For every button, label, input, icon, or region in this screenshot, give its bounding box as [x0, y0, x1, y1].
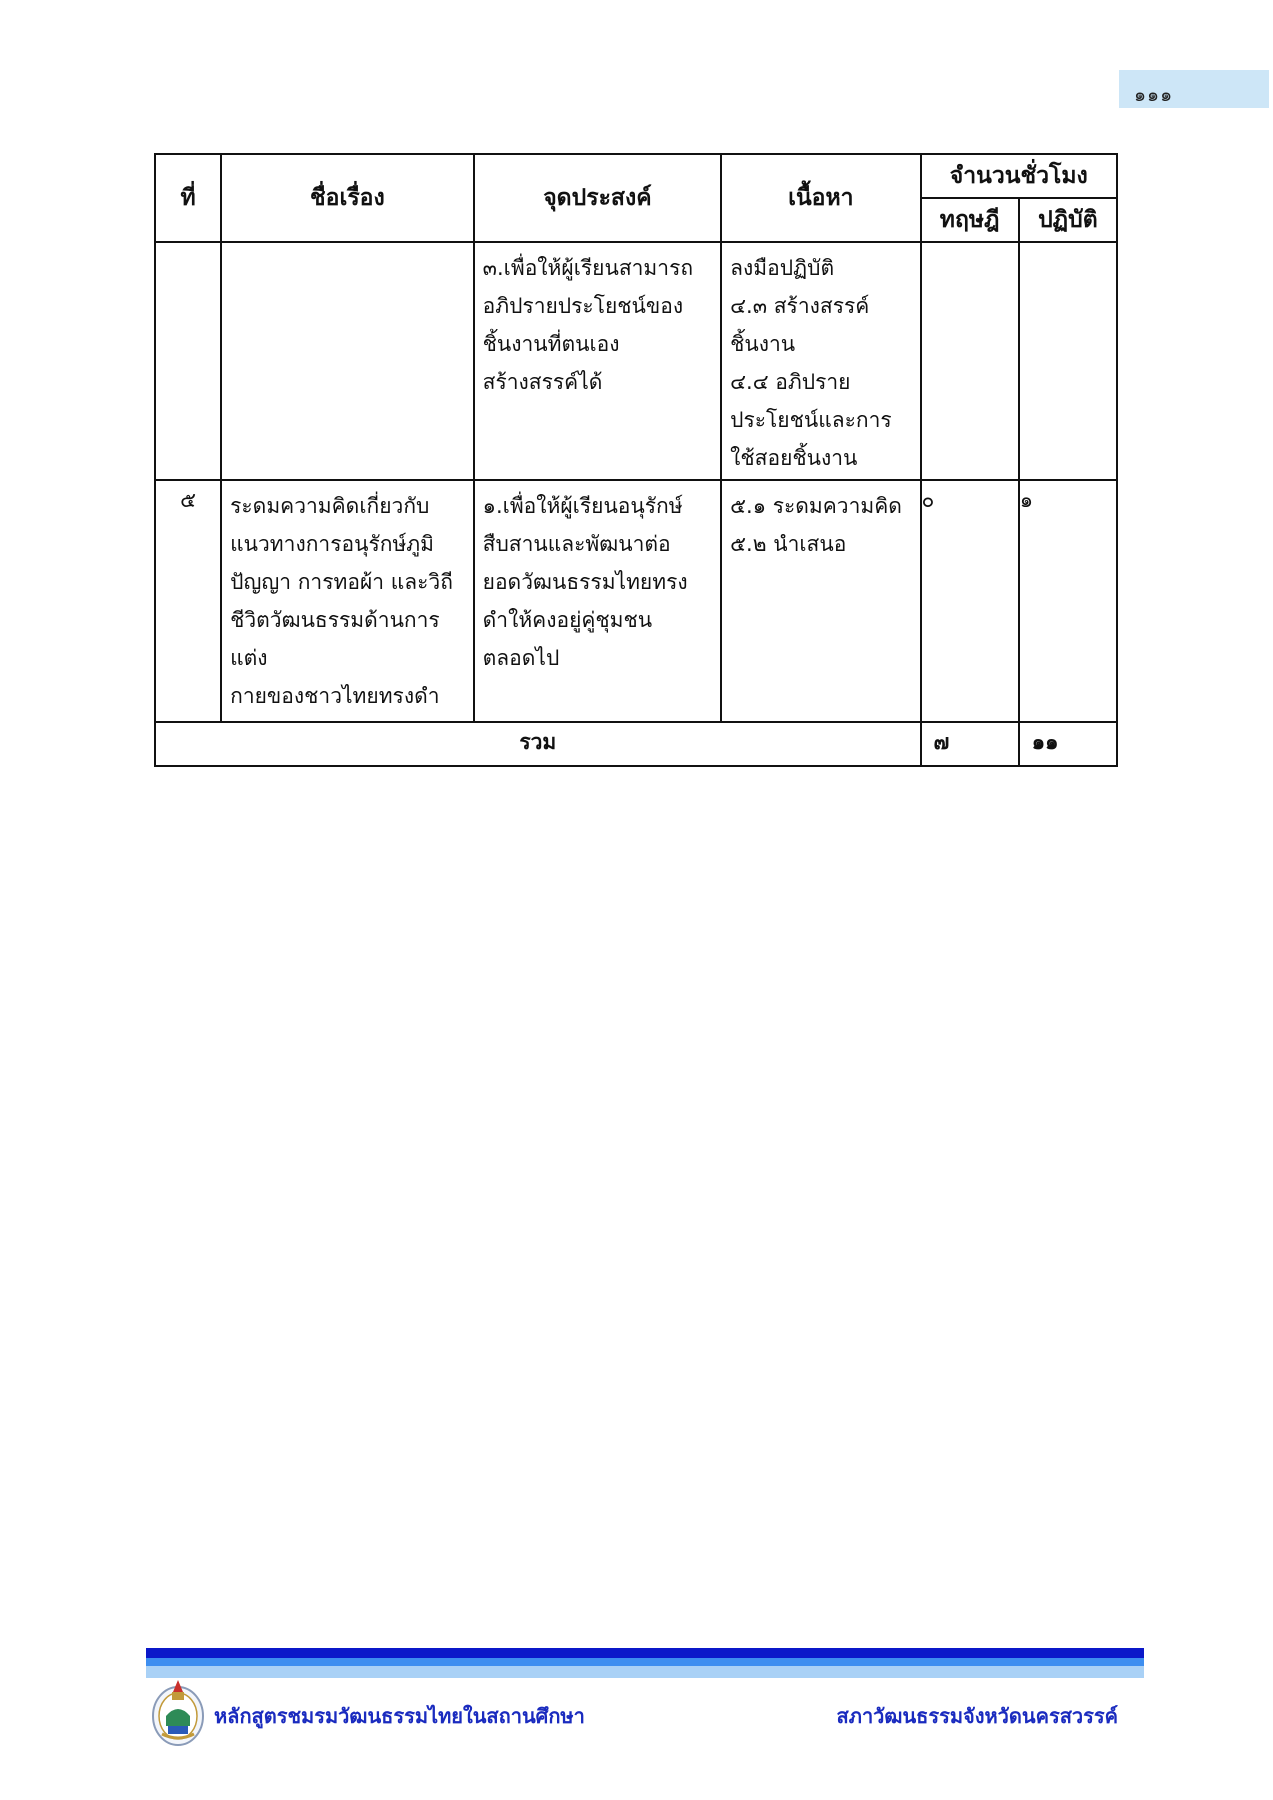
curriculum-table	[154, 153, 1118, 767]
total-theory: ๗	[921, 722, 1019, 766]
row-no-cell	[155, 242, 221, 480]
total-row	[155, 722, 1117, 766]
row-no-cell: ๕	[155, 480, 221, 722]
header-hours: จำนวนชั่วโมง	[921, 154, 1117, 198]
header-objective: จุดประสงค์	[474, 154, 722, 242]
row-practice-cell: ๑	[1019, 480, 1117, 722]
footer-organization: สภาวัฒนธรรมจังหวัดนครสวรรค์	[836, 1704, 1118, 1728]
total-practice: ๑๑	[1019, 722, 1117, 766]
footer-bar-light	[146, 1666, 1144, 1678]
footer-bar-dark	[146, 1648, 1144, 1658]
header-no: ที่	[155, 154, 221, 242]
header-theory: ทฤษฎี	[921, 198, 1019, 242]
table-row	[155, 242, 1117, 480]
header-title: ชื่อเรื่อง	[221, 154, 474, 242]
footer-bar-mid	[146, 1658, 1144, 1666]
row-theory-cell	[921, 242, 1019, 480]
header-content: เนื้อหา	[721, 154, 920, 242]
table-row	[155, 480, 1117, 722]
row-content-cell: ลงมือปฏิบัติ ๔.๓ สร้างสรรค์ ชิ้นงาน ๔.๔ อภิปราย ประโยชน์และการ ใช้สอยชิ้นงาน	[730, 256, 892, 470]
footer-curriculum-title: หลักสูตรชมรมวัฒนธรรมไทยในสถานศึกษา	[214, 1704, 585, 1728]
row-objective-cell: ๓.เพื่อให้ผู้เรียนสามารถ อภิปรายประโยชน์ของ ชิ้นงานที่ตนเอง สร้างสรรค์ได้	[482, 256, 694, 394]
page-number: ๑๑๑	[1134, 84, 1174, 106]
row-practice-cell	[1019, 242, 1117, 480]
row-title-cell: ระดมความคิดเกี่ยวกับ แนวทางการอนุรักษ์ภูมิ ปัญญา การทอผ้า และวิถี ชีวิตวัฒนธรรมด้านการแต่ง กายของชาวไทยทรงดำ	[230, 494, 453, 708]
total-label: รวม	[155, 722, 921, 766]
row-content-cell: ๕.๑ ระดมความคิด ๕.๒ นำเสนอ	[730, 494, 902, 556]
provincial-seal-icon	[150, 1672, 206, 1748]
row-title-cell	[222, 243, 473, 251]
row-theory-cell: ๐	[921, 480, 1019, 722]
row-objective-cell: ๑.เพื่อให้ผู้เรียนอนุรักษ์ สืบสานและพัฒนาต่อ ยอดวัฒนธรรมไทยทรง ดำให้คงอยู่คู่ชุมชน ตลอดไป	[482, 494, 688, 670]
header-practice: ปฏิบัติ	[1019, 198, 1117, 242]
